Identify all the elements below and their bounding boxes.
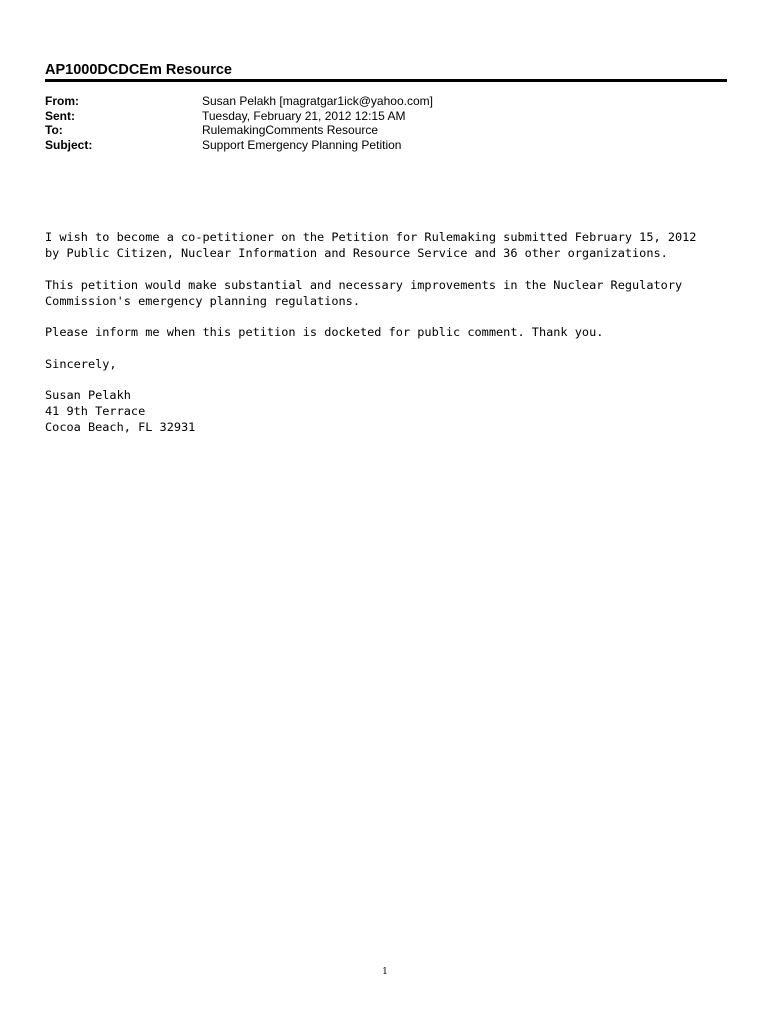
body-line: This petition would make substantial and necessary improvements in the Nuclear Regulatory <box>45 277 683 292</box>
body-line: I wish to become a co-petitioner on the Petition for Rulemaking submitted February 15, 2012 <box>45 230 697 244</box>
subject-label: Subject: <box>45 137 93 152</box>
subject-row <box>45 138 727 153</box>
sent-value: Tuesday, February 21, 2012 12:15 AM <box>202 108 406 123</box>
sent-row <box>45 109 727 124</box>
body-paragraph <box>45 324 735 340</box>
body-line: Sincerely, <box>45 356 117 371</box>
to-value: RulemakingComments Resource <box>202 123 379 137</box>
from-value: Susan Pelakh [magratgar1ick@yahoo.com] <box>202 94 433 108</box>
body-paragraph <box>45 229 735 261</box>
signature-street: 41 9th Terrace <box>45 404 146 418</box>
subject-value: Support Emergency Planning Petition <box>202 137 402 152</box>
body-line: Commission's emergency planning regulations. <box>45 293 360 308</box>
page-number: 1 <box>382 967 388 977</box>
body-line: by Public Citizen, Nuclear Information and Resource Service and 36 other organizations. <box>45 246 668 260</box>
from-label: From: <box>45 94 79 108</box>
signature-city: Cocoa Beach, FL 32931 <box>45 420 196 434</box>
signature-name: Susan Pelakh <box>45 388 131 402</box>
body-paragraph <box>45 277 735 309</box>
to-row <box>45 123 727 138</box>
to-label: To: <box>45 123 63 137</box>
closing-line <box>45 356 735 372</box>
email-header <box>45 94 727 152</box>
title-divider <box>45 79 727 82</box>
document-title: AP1000DCDCEm Resource <box>45 62 232 78</box>
from-row <box>45 94 727 109</box>
sent-label: Sent: <box>45 108 75 123</box>
email-body <box>45 229 735 451</box>
signature-block <box>45 387 735 435</box>
body-line: Please inform me when this petition is docketed for public comment. Thank you. <box>45 325 604 339</box>
